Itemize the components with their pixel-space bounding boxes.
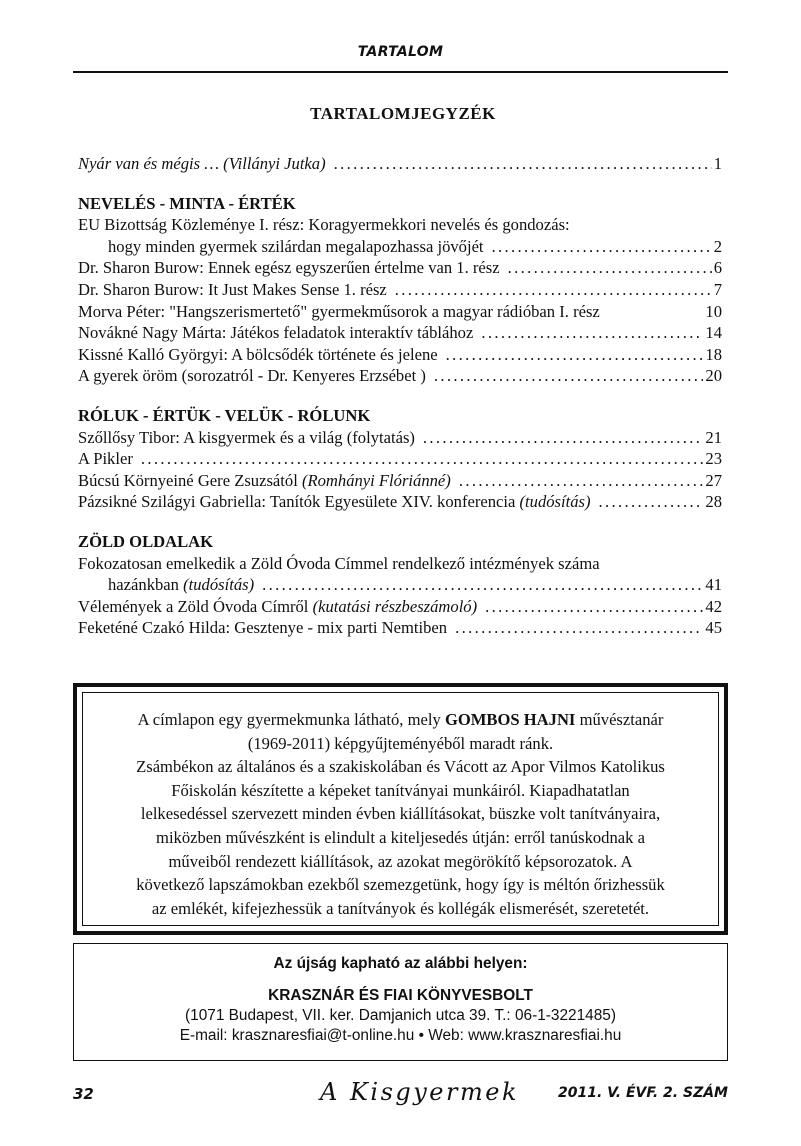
section-heading: ZÖLD OLDALAK	[78, 531, 214, 551]
toc-title: TARTALOMJEGYZÉK	[310, 104, 496, 123]
toc-entry-page: 14	[705, 323, 722, 343]
availability-heading: Az újság kapható az alábbi helyen:	[273, 955, 528, 972]
toc-entry-title: Dr. Sharon Burow: Ennek egész egyszerűen értelme van 1. rész	[78, 258, 500, 278]
artist-name: GOMBOS HAJNI	[444, 710, 576, 729]
dot-leader	[446, 344, 704, 366]
table-of-contents	[78, 104, 722, 639]
magazine-title: A Kisgyermek	[320, 1078, 519, 1106]
toc-entry-page: 1	[713, 154, 722, 173]
toc-entry-page: 23	[705, 449, 722, 469]
bookstore-name: KRASZNÁR ÉS FIAI KÖNYVESBOLT	[268, 987, 533, 1004]
toc-entry[interactable]	[78, 491, 722, 513]
dot-leader	[459, 470, 704, 492]
toc-entry-title: hazánkban	[108, 575, 179, 595]
dot-leader	[455, 617, 703, 639]
notice-line: A címlapon egy gyermekmunka látható, mely GOMBOS HAJNI művésztanár	[137, 710, 664, 729]
section-heading: NEVELÉS - MINTA - ÉRTÉK	[78, 193, 296, 213]
toc-entry-page: 21	[705, 427, 722, 447]
toc-entry[interactable]	[78, 596, 722, 618]
bookstore-box	[73, 943, 728, 1061]
toc-entry-note: (tudósítás)	[519, 492, 591, 512]
toc-entry[interactable]	[78, 365, 722, 387]
cover-notice-text	[82, 692, 719, 926]
toc-entry-title: Novákné Nagy Márta: Játékos feladatok interaktív táblához	[78, 323, 474, 343]
toc-entry[interactable]	[78, 214, 722, 236]
toc-entry-title: Vélemények a Zöld Óvoda Címről	[78, 596, 309, 616]
toc-entry-page: 28	[705, 492, 722, 512]
toc-entry-title: Kissné Kalló Györgyi: A bölcsődék története és jelene	[78, 344, 438, 364]
toc-entry-note: (tudósítás)	[183, 575, 255, 595]
toc-entry[interactable]	[78, 448, 722, 470]
notice-line: lelkesedéssel szervezett minden évben kiállításokat, büszke volt tanítványaira,	[140, 804, 661, 824]
toc-entry[interactable]	[78, 344, 722, 366]
toc-entry-title: EU Bizottság Közleménye I. rész: Koragyermekkori nevelés és gondozás:	[78, 215, 570, 235]
section-heading: RÓLUK - ÉRTÜK - VELÜK - RÓLUNK	[78, 405, 371, 425]
notice-line: miközben művészként is elindult a kiteljesedés útján: erről tanúskodnak a	[156, 827, 645, 847]
toc-entry-title: hogy minden gyermek szilárdan megalapozhassa jövőjét	[108, 236, 484, 256]
toc-entry-page: 7	[713, 279, 722, 299]
notice-line: következő lapszámokban ezekből szemezgetünk, hogy így is méltón őrizhessük	[136, 875, 665, 895]
toc-entry[interactable]	[78, 617, 722, 639]
dot-leader	[434, 365, 704, 387]
toc-entry-page: 42	[705, 596, 722, 616]
toc-entry-continuation[interactable]	[78, 236, 722, 258]
toc-entry-page: 2	[713, 236, 722, 256]
toc-entry-page: 27	[705, 470, 722, 490]
header-rule	[73, 71, 728, 73]
toc-entry[interactable]	[78, 257, 722, 279]
toc-entry-page: 18	[705, 344, 722, 364]
toc-entry-page: 45	[705, 618, 722, 638]
dot-leader	[334, 153, 712, 175]
toc-entry-page: 6	[713, 258, 722, 278]
toc-entry[interactable]	[78, 153, 722, 175]
dot-leader	[599, 491, 704, 513]
toc-entry-continuation[interactable]	[78, 574, 722, 596]
toc-entry[interactable]	[78, 427, 722, 449]
dot-leader	[262, 574, 703, 596]
toc-entry-page: 20	[705, 366, 722, 386]
page-number: 32	[73, 1085, 94, 1103]
toc-entry-page: 10	[705, 301, 722, 321]
dot-leader	[508, 257, 712, 279]
notice-line: Zsámbékon az általános és a szakiskolában és Vácott az Apor Vilmos Katolikus	[136, 757, 665, 777]
toc-entry-page: 41	[705, 575, 722, 595]
dot-leader	[485, 596, 703, 618]
dot-leader	[423, 427, 703, 449]
toc-entry-title: Nyár van és mégis … (Villányi Jutka)	[78, 154, 326, 173]
issue-info: 2011. V. ÉVF. 2. SZÁM	[557, 1085, 728, 1101]
toc-entry[interactable]	[78, 553, 722, 575]
cover-notice-box	[73, 683, 728, 935]
dot-leader	[395, 279, 712, 301]
toc-entry[interactable]	[78, 279, 722, 301]
dot-leader	[492, 236, 712, 258]
toc-entry-title: Feketéné Czakó Hilda: Gesztenye - mix parti Nemtiben	[78, 618, 448, 638]
notice-line: (1969-2011) képgyűjteményéből maradt ránk.	[247, 733, 554, 753]
toc-entry-title: Pázsikné Szilágyi Gabriella: Tanítók Egyesülete XIV. konferencia	[78, 492, 516, 512]
toc-entry-note: (kutatási részbeszámoló)	[312, 596, 478, 616]
notice-line: műveiből rendezett kiállítások, az azokat megörökítő képsorozatok. A	[168, 851, 633, 871]
toc-entry-title: Morva Péter: "Hangszerismertető" gyermekműsorok a magyar rádióban I. rész	[78, 301, 600, 321]
toc-entry[interactable]	[78, 301, 722, 323]
dot-leader	[141, 448, 704, 470]
toc-entry-title: Búcsú Környeiné Gere Zsuzsától	[78, 470, 298, 490]
notice-line: az emlékét, kifejezhessük a tanítványok és kollégák elismerését, szeretetét.	[151, 898, 650, 918]
bookstore-address: (1071 Budapest, VII. ker. Damjanich utca 39. T.: 06-1-3221485)	[185, 1007, 616, 1024]
toc-entry-title: Szőllősy Tibor: A kisgyermek és a világ (folytatás)	[78, 427, 415, 447]
toc-entry[interactable]	[78, 322, 722, 344]
toc-entry[interactable]	[78, 470, 722, 492]
toc-entry-title: Fokozatosan emelkedik a Zöld Óvoda Címmel rendelkező intézmények száma	[78, 553, 600, 573]
toc-entry-note: (Romhányi Flóriánné)	[301, 470, 451, 490]
dot-leader	[481, 322, 703, 344]
running-title: TARTALOM	[357, 44, 444, 60]
bookstore-contact[interactable]: E-mail: krasznaresfiai@t-online.hu • Web: www.krasznaresfiai.hu	[179, 1027, 622, 1044]
toc-entry-title: Dr. Sharon Burow: It Just Makes Sense 1. rész	[78, 279, 387, 299]
toc-entry-title: A gyerek öröm (sorozatról - Dr. Kenyeres Erzsébet )	[78, 366, 426, 386]
notice-line: Főiskolán készítette a képeket tanítványai munkáiról. Kiapadhatatlan	[171, 780, 630, 800]
toc-entry-title: A Pikler	[78, 449, 133, 469]
